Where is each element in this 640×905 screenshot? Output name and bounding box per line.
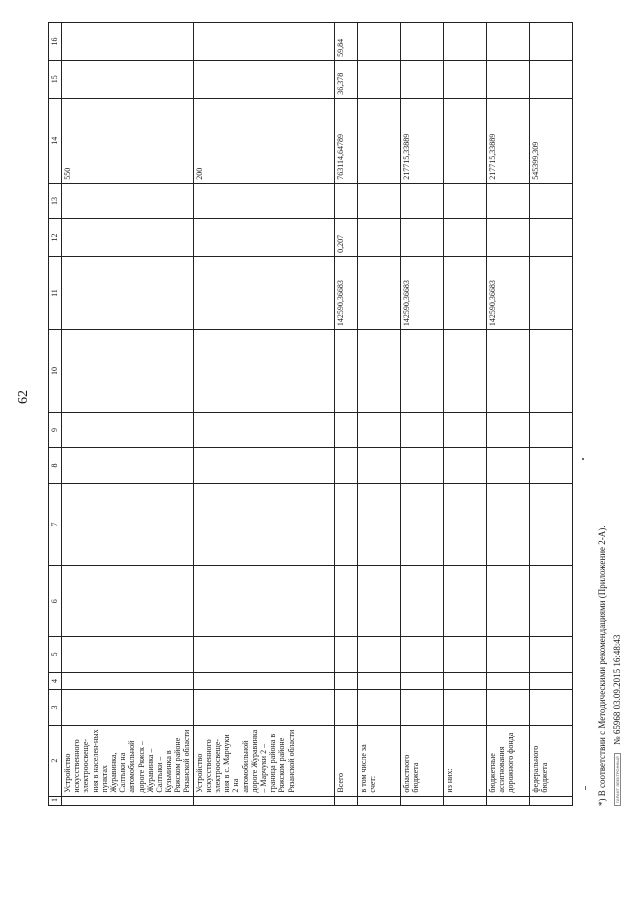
table-cell xyxy=(443,483,486,566)
table-cell xyxy=(62,256,194,329)
table-cell xyxy=(62,330,194,413)
table-cell xyxy=(193,219,334,257)
table-cell xyxy=(357,256,400,329)
table-cell xyxy=(486,672,529,690)
table-cell xyxy=(193,796,334,805)
table-cell xyxy=(334,637,357,672)
table-row xyxy=(486,23,529,806)
table-cell xyxy=(443,566,486,637)
table-cell xyxy=(400,796,443,805)
table-cell: бюджетные ассигнования дорожного фонда xyxy=(486,725,529,796)
table-cell xyxy=(62,412,194,447)
header-cell: 15 xyxy=(49,60,62,98)
header-cell: 4 xyxy=(49,672,62,690)
table-cell xyxy=(193,566,334,637)
footnote: *) В соответствии с Методическими рекомендациями (Приложение 2-А). xyxy=(597,525,607,806)
table-cell xyxy=(193,672,334,690)
table-cell: 217715,33889 xyxy=(486,98,529,183)
table-cell xyxy=(357,219,400,257)
table-cell xyxy=(193,183,334,218)
table-cell xyxy=(486,60,529,98)
table-cell xyxy=(486,796,529,805)
table-cell: 142590,36683 xyxy=(486,256,529,329)
table-cell: Устройство искусственного электроосвеще-ния в с. Марчуки 2 на автомобильной дороге Журавинка – Марчуки 2 – граница района в Ряжском районе Рязанской области xyxy=(193,725,334,796)
table-cell xyxy=(529,483,572,566)
table-cell xyxy=(529,637,572,672)
table-cell xyxy=(193,637,334,672)
table-cell xyxy=(443,183,486,218)
table-cell xyxy=(357,412,400,447)
header-cell: 3 xyxy=(49,690,62,725)
table-cell xyxy=(357,98,400,183)
table-cell xyxy=(193,483,334,566)
table-cell xyxy=(443,98,486,183)
table-cell: 545399,309 xyxy=(529,98,572,183)
table-cell xyxy=(357,637,400,672)
scan-mark xyxy=(585,786,586,790)
table-row xyxy=(193,23,334,806)
table-cell xyxy=(529,690,572,725)
registration-stamp: ГАРАНТ ЭЛЕКТРОННЫЙ xyxy=(614,753,621,806)
table-cell xyxy=(400,330,443,413)
table-cell xyxy=(400,483,443,566)
table-cell: 142590,36683 xyxy=(400,256,443,329)
table-row xyxy=(357,23,400,806)
table-cell xyxy=(357,330,400,413)
table-cell xyxy=(529,219,572,257)
table-cell xyxy=(62,637,194,672)
scan-mark xyxy=(582,458,584,460)
table-cell xyxy=(400,690,443,725)
table-cell xyxy=(357,448,400,483)
table-cell xyxy=(443,330,486,413)
registration-line xyxy=(612,635,622,806)
table-cell xyxy=(486,330,529,413)
table-cell xyxy=(400,672,443,690)
table-cell xyxy=(357,483,400,566)
table-cell: 59,84 xyxy=(334,23,357,61)
table-cell xyxy=(62,672,194,690)
table-cell xyxy=(400,23,443,61)
table-cell xyxy=(443,23,486,61)
table-cell xyxy=(62,796,194,805)
table-cell xyxy=(193,23,334,61)
table-cell: 36,378 xyxy=(334,60,357,98)
table-cell xyxy=(62,566,194,637)
table-cell xyxy=(443,796,486,805)
table-cell xyxy=(529,60,572,98)
table-cell: областного бюджета xyxy=(400,725,443,796)
table-cell xyxy=(529,23,572,61)
header-cell: 13 xyxy=(49,183,62,218)
table-cell xyxy=(443,60,486,98)
table-cell xyxy=(529,183,572,218)
table-cell xyxy=(529,672,572,690)
table-cell xyxy=(193,60,334,98)
table-cell xyxy=(529,796,572,805)
table-cell xyxy=(62,690,194,725)
table-cell: 763114,64789 xyxy=(334,98,357,183)
table-cell xyxy=(529,330,572,413)
table-cell xyxy=(529,566,572,637)
table-cell xyxy=(62,219,194,257)
table-cell: из них: xyxy=(443,725,486,796)
table-cell xyxy=(62,183,194,218)
table-cell xyxy=(357,566,400,637)
table-cell xyxy=(400,60,443,98)
table-cell xyxy=(443,672,486,690)
table-cell xyxy=(334,566,357,637)
table-row xyxy=(529,23,572,806)
registration-text: № 65968 03.09.2015 16:48:43 xyxy=(612,634,622,745)
table-cell: 0,207 xyxy=(334,219,357,257)
table-cell xyxy=(443,219,486,257)
table-cell xyxy=(400,448,443,483)
header-cell: 14 xyxy=(49,98,62,183)
table-cell xyxy=(443,690,486,725)
table-cell: 200 xyxy=(193,98,334,183)
table-cell xyxy=(357,60,400,98)
header-cell: 10 xyxy=(49,330,62,413)
table-cell xyxy=(400,637,443,672)
header-cell: 8 xyxy=(49,448,62,483)
table-cell: Устройство искусственного электроосвеще-ния в населен-ных пунктах Журавинка, Салтыки на автомобильной дороге Ряжск – Журавинка – Салтыки – Кузьминка в Ряжском районе Рязанской области xyxy=(62,725,194,796)
table-cell xyxy=(334,672,357,690)
table-cell: Всего xyxy=(334,725,357,796)
table-cell xyxy=(529,412,572,447)
table-cell xyxy=(193,412,334,447)
table-cell xyxy=(334,796,357,805)
table-cell xyxy=(193,330,334,413)
table-cell xyxy=(334,330,357,413)
table-cell xyxy=(400,183,443,218)
table-cell xyxy=(400,219,443,257)
table-row xyxy=(400,23,443,806)
table-cell xyxy=(443,256,486,329)
header-cell: 5 xyxy=(49,637,62,672)
table-cell xyxy=(334,183,357,218)
table-cell xyxy=(62,483,194,566)
table-cell xyxy=(334,412,357,447)
table-cell xyxy=(62,448,194,483)
table-cell xyxy=(400,566,443,637)
table-cell xyxy=(486,483,529,566)
table-cell xyxy=(486,219,529,257)
table-cell xyxy=(443,637,486,672)
table-cell xyxy=(443,412,486,447)
header-cell: 1 xyxy=(49,796,62,805)
table-cell xyxy=(193,448,334,483)
table-cell xyxy=(529,256,572,329)
table-cell xyxy=(193,690,334,725)
header-cell: 7 xyxy=(49,483,62,566)
header-cell: 9 xyxy=(49,412,62,447)
table-container xyxy=(48,22,590,806)
table-cell xyxy=(62,23,194,61)
table-cell xyxy=(486,690,529,725)
table-cell xyxy=(334,483,357,566)
table-cell: 550 xyxy=(62,98,194,183)
table-cell xyxy=(486,412,529,447)
header-cell: 2 xyxy=(49,725,62,796)
table-cell: 217715,33889 xyxy=(400,98,443,183)
header-cell: 6 xyxy=(49,566,62,637)
table-cell xyxy=(400,412,443,447)
table-cell xyxy=(334,448,357,483)
table-cell xyxy=(357,23,400,61)
table-cell xyxy=(357,183,400,218)
table-row xyxy=(443,23,486,806)
table-cell xyxy=(357,690,400,725)
table-cell xyxy=(193,256,334,329)
table-cell xyxy=(529,448,572,483)
table-cell xyxy=(334,690,357,725)
table-cell xyxy=(62,60,194,98)
table-cell xyxy=(357,796,400,805)
table-cell xyxy=(357,672,400,690)
table-row xyxy=(62,23,194,806)
table-cell xyxy=(486,23,529,61)
page-number: 62 xyxy=(16,390,31,404)
table-cell: 142590,36683 xyxy=(334,256,357,329)
table-cell: в том числе за счет: xyxy=(357,725,400,796)
table-cell xyxy=(486,637,529,672)
header-cell: 12 xyxy=(49,219,62,257)
table-row xyxy=(334,23,357,806)
table-cell: федерального бюджета xyxy=(529,725,572,796)
header-row xyxy=(49,23,62,806)
header-cell: 16 xyxy=(49,23,62,61)
header-cell: 11 xyxy=(49,256,62,329)
table-cell xyxy=(486,448,529,483)
table-cell xyxy=(443,448,486,483)
table-cell xyxy=(486,183,529,218)
program-table xyxy=(48,22,573,806)
table-cell xyxy=(486,566,529,637)
